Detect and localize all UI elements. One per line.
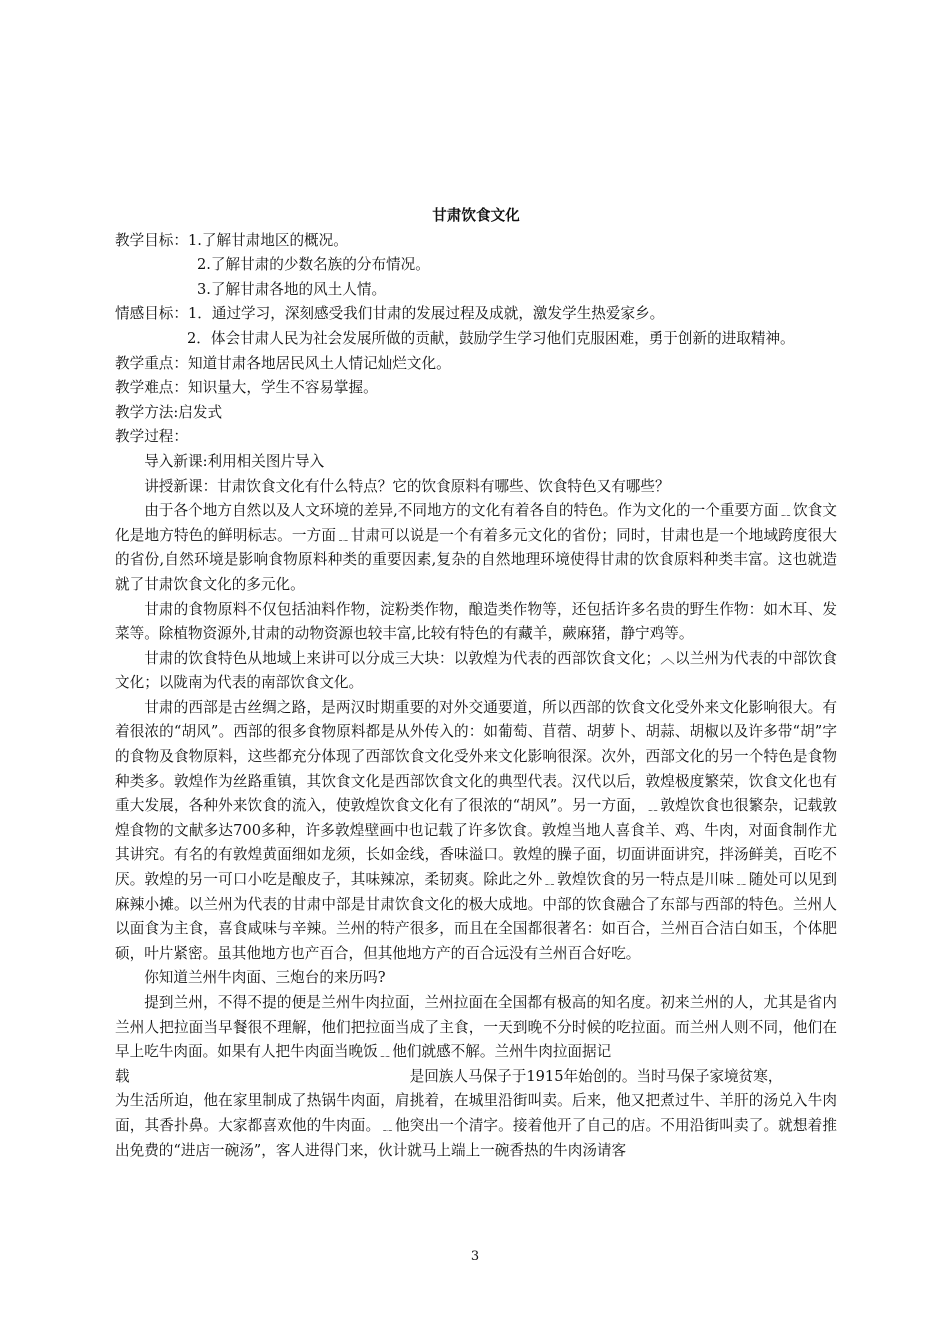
difficulty: 教学难点：知识量大，学生不容易掌握。 — [115, 379, 378, 397]
question-paragraph: 你知道兰州牛肉面、三炮台的来历吗? — [144, 969, 386, 987]
document-body — [115, 204, 837, 1163]
paragraph-5a: 提到兰州，不得不提的便是兰州牛肉拉面，兰州拉面在全国都有极高的知名度。初来兰州的人，尤其是省内兰州人把拉面当早餐很不理解，他们把拉面当成了主食，一天到晚不分时候的吃拉面。而兰州人则不同，他们在早上吃牛肉面。如果有人把牛肉面当晚饭﹎他们就感不解。兰州牛肉拉面据记 — [115, 994, 837, 1061]
paragraph-2: 甘肃的食物原料不仅包括油料作物，淀粉类作物，酿造类作物等，还包括许多名贵的野生作物：如木耳、发菜等。除植物资源外,甘肃的动物资源也较丰富,比较有特色的有藏羊，蕨麻猪，静宁鸡等。 — [115, 600, 837, 643]
key-point: 教学重点：知道甘肃各地居民风土人情记灿烂文化。 — [115, 354, 451, 372]
intro-paragraph: 导入新课:利用相关图片导入 — [144, 452, 325, 470]
paragraph-5b-start: 载 — [115, 1067, 130, 1085]
teaching-process: 教学过程： — [115, 428, 188, 446]
teaching-goal-line-2: 2.了解甘肃的少数名族的分布情况。 — [197, 256, 430, 274]
paragraph-4: 甘肃的西部是古丝绸之路，是两汉时期重要的对外交通要道，所以西部的饮食文化受外来文化影响很大。有着很浓的“胡风”。西部的很多食物原料都是从外传入的：如葡萄、苜蓿、胡萝卜、胡蒜、胡椒以及许多带“胡”字的食物及食物原料，这些都充分体现了西部饮食文化受外来文化影响很深。次外，西部文化的另一个特色是食物种类多。敦煌作为丝路重镇，其饮食文化是西部饮食文化的典型代表。汉代以后，敦煌极度繁荣，饮食文化也有重大发展，各种外来饮食的流入，使敦煌饮食文化有了很浓的“胡风”。另一方面，﹎敦煌饮食也很繁杂，记载敦煌食物的文献多达700多种，许多敦煌壁画中也记载了许多饮食。敦煌当地人喜食羊、鸡、牛肉，对面食制作尤其讲究。有名的有敦煌黄面细如龙须，长如金线，香味溢口。敦煌的臊子面，切面讲面讲究，拌汤鲜美，百吃不厌。敦煌的另一可口小吃是酿皮子，其味辣凉，柔韧爽。除此之外﹎敦煌饮食的另一特点是川味﹎随处可以见到麻辣小摊。以兰州为代表的甘肃中部是甘肃饮食文化的极大成地。中部的饮食融合了东部与西部的特色。兰州人以面食为主食，喜食咸味与辛辣。兰州的特产很多，而且在全国都很著名：如百合，兰州百合洁白如玉，个体肥硕，叶片紧密。虽其他地方也产百合，但其他地方产的百合远没有兰州百合好吃。 — [115, 698, 837, 962]
paragraph-5b-end: 是回族人马保子于1915年始创的。当时马保子家境贫寒， — [409, 1067, 783, 1085]
paragraph-3: 甘肃的饮食特色从地域上来讲可以分成三大块：以敦煌为代表的西部饮食文化；︿以兰州为代表的中部饮食文化；以陇南为代表的南部饮食文化。 — [115, 649, 837, 692]
page-number: 3 — [470, 1249, 480, 1264]
paragraph-1: 由于各个地方自然以及人文环境的差异,不同地方的文化有着各自的特色。作为文化的一个重要方面﹎饮食文化是地方特色的鲜明标志。一方面﹎甘肃可以说是一个有着多元文化的省份；同时，甘肃也是一个地域跨度很大的省份,自然环境是影响食物原料种类的重要因素,复杂的自然地理环境使得甘肃的饮食原料种类丰富。这也就造就了甘肃饮食文化的多元化。 — [115, 502, 837, 593]
teaching-goal-line-3: 3.了解甘肃各地的风土人情。 — [197, 280, 387, 298]
paragraph-5c: 为生活所迫，他在家里制成了热锅牛肉面，肩挑着，在城里沿街叫卖。后来，他又把煮过牛、羊肝的汤兑入牛肉面，其香扑鼻。大家都喜欢他的牛肉面。﹎他突出一个清字。接着他开了自己的店。不用沿街叫卖了。就想着推出免费的“进店一碗汤”，客人进得门来，伙计就马上端上一碗香热的牛肉汤请客 — [115, 1092, 837, 1159]
teaching-method: 教学方法:启发式 — [115, 403, 223, 421]
paragraph-5b — [115, 1065, 837, 1090]
teach-paragraph: 讲授新课：甘肃饮食文化有什么特点？它的饮食原料有哪些、饮食特色又有哪些？ — [144, 477, 670, 495]
document-title: 甘肃饮食文化 — [432, 207, 520, 224]
emotion-goal-line-1: 情感目标：1．通过学习，深刻感受我们甘肃的发展过程及成就，激发学生热爱家乡。 — [115, 305, 665, 323]
emotion-goal-line-2: 2．体会甘肃人民为社会发展所做的贡献，鼓励学生学习他们克服困难，勇于创新的进取精神。 — [187, 329, 795, 347]
teaching-goal-line-1: 教学目标：1.了解甘肃地区的概况。 — [115, 231, 348, 249]
